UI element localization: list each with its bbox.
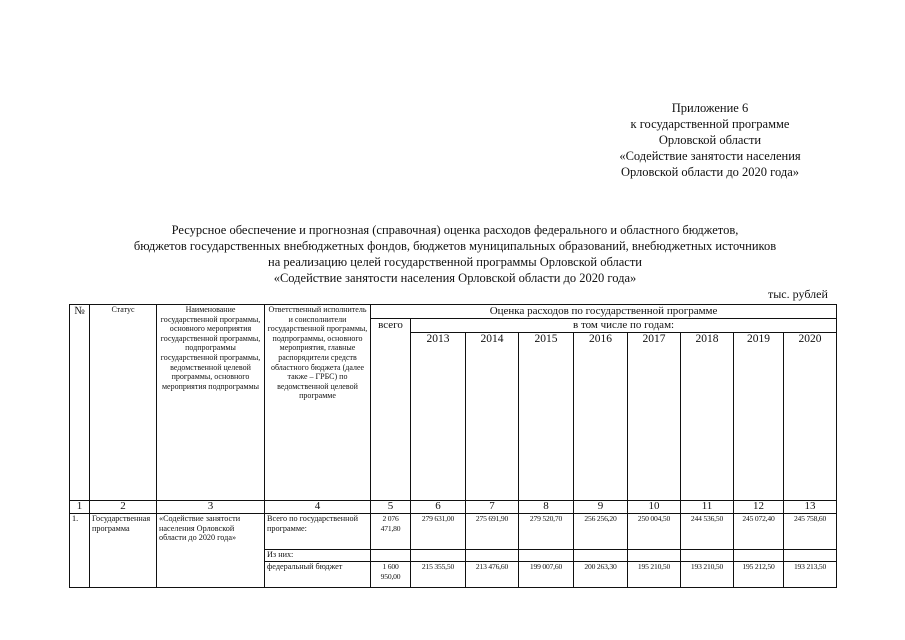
budget-table bbox=[69, 304, 837, 588]
column-number: 3 bbox=[157, 501, 265, 514]
row-program-name: «Содействие занятости населения Орловской области до 2020 года» bbox=[157, 514, 265, 588]
title-line: на реализацию целей государственной программы Орловской области bbox=[268, 255, 642, 269]
appendix-line: Орловской области bbox=[658, 133, 762, 147]
year-value: 256 256,20 bbox=[574, 514, 628, 550]
column-number: 13 bbox=[784, 501, 837, 514]
row-total-value: 2 076 471,80 bbox=[371, 514, 411, 550]
appendix-line: Приложение 6 bbox=[671, 101, 749, 115]
appendix-block bbox=[600, 100, 820, 180]
header-total: всего bbox=[371, 319, 411, 501]
column-number: 11 bbox=[681, 501, 734, 514]
year-value: 250 004,50 bbox=[628, 514, 681, 550]
year-value bbox=[411, 550, 466, 562]
year-value bbox=[628, 550, 681, 562]
column-number: 9 bbox=[574, 501, 628, 514]
header-year: 2018 bbox=[681, 333, 734, 501]
year-value: 213 476,60 bbox=[466, 562, 519, 588]
row-total-value: 1 600 950,00 bbox=[371, 562, 411, 588]
row-label-of-which: Из них: bbox=[265, 550, 371, 562]
document-title bbox=[40, 222, 870, 286]
title-line: Ресурсное обеспечение и прогнозная (справочная) оценка расходов федерального и областного бюджетов, bbox=[171, 223, 739, 237]
row-number: 1. bbox=[70, 514, 90, 588]
row-label-total: Всего по государственной программе: bbox=[265, 514, 371, 550]
column-number: 2 bbox=[90, 501, 157, 514]
year-value: 200 263,30 bbox=[574, 562, 628, 588]
title-line: бюджетов государственных внебюджетных фондов, бюджетов муниципальных образований, внебюджетных источников bbox=[133, 239, 777, 253]
units-label: тыс. рублей bbox=[768, 287, 828, 301]
year-value: 195 210,50 bbox=[628, 562, 681, 588]
column-number: 6 bbox=[411, 501, 466, 514]
table-row bbox=[70, 514, 837, 550]
title-line: «Содействие занятости населения Орловской области до 2020 года» bbox=[273, 271, 637, 285]
row-status: Государственная программа bbox=[90, 514, 157, 588]
appendix-line: «Содействие занятости населения bbox=[619, 149, 801, 163]
year-value bbox=[466, 550, 519, 562]
header-by-years: в том числе по годам: bbox=[411, 319, 837, 333]
year-value: 195 212,50 bbox=[734, 562, 784, 588]
header-estimate: Оценка расходов по государственной программе bbox=[371, 305, 837, 319]
header-year: 2016 bbox=[574, 333, 628, 501]
column-number: 12 bbox=[734, 501, 784, 514]
year-value: 279 631,00 bbox=[411, 514, 466, 550]
header-year: 2017 bbox=[628, 333, 681, 501]
year-value: 245 072,40 bbox=[734, 514, 784, 550]
year-value: 275 691,90 bbox=[466, 514, 519, 550]
header-year: 2015 bbox=[519, 333, 574, 501]
year-value: 215 355,50 bbox=[411, 562, 466, 588]
year-value: 279 520,70 bbox=[519, 514, 574, 550]
row-total-value bbox=[371, 550, 411, 562]
header-responsible: Ответственный исполнитель и соисполнители государственной программы, подпрограммы, основного мероприятия, главные распорядители средств областного бюджета (далее также – ГРБС) по ведомственной целевой программе bbox=[265, 305, 371, 501]
column-number-row bbox=[70, 501, 837, 514]
appendix-line: Орловской области до 2020 года» bbox=[620, 165, 800, 179]
year-value bbox=[519, 550, 574, 562]
header-row bbox=[70, 305, 837, 319]
column-number: 7 bbox=[466, 501, 519, 514]
appendix-line: к государственной программе bbox=[630, 117, 790, 131]
year-value bbox=[784, 550, 837, 562]
column-number: 8 bbox=[519, 501, 574, 514]
header-num: № bbox=[70, 305, 90, 501]
header-year: 2019 bbox=[734, 333, 784, 501]
column-number: 10 bbox=[628, 501, 681, 514]
header-year: 2020 bbox=[784, 333, 837, 501]
year-value: 193 210,50 bbox=[681, 562, 734, 588]
year-value: 199 007,60 bbox=[519, 562, 574, 588]
year-value: 245 758,60 bbox=[784, 514, 837, 550]
header-year: 2014 bbox=[466, 333, 519, 501]
column-number: 4 bbox=[265, 501, 371, 514]
year-value bbox=[574, 550, 628, 562]
row-label-federal: федеральный бюджет bbox=[265, 562, 371, 588]
year-value bbox=[681, 550, 734, 562]
year-value bbox=[734, 550, 784, 562]
header-name: Наименование государственной программы, основного мероприятия государственной программы, подпрограммы государственной программы, ведомственной целевой программы, основного мероприятия подпрограммы bbox=[157, 305, 265, 501]
year-value: 244 536,50 bbox=[681, 514, 734, 550]
header-status: Статус bbox=[90, 305, 157, 501]
column-number: 1 bbox=[70, 501, 90, 514]
column-number: 5 bbox=[371, 501, 411, 514]
year-value: 193 213,50 bbox=[784, 562, 837, 588]
header-year: 2013 bbox=[411, 333, 466, 501]
